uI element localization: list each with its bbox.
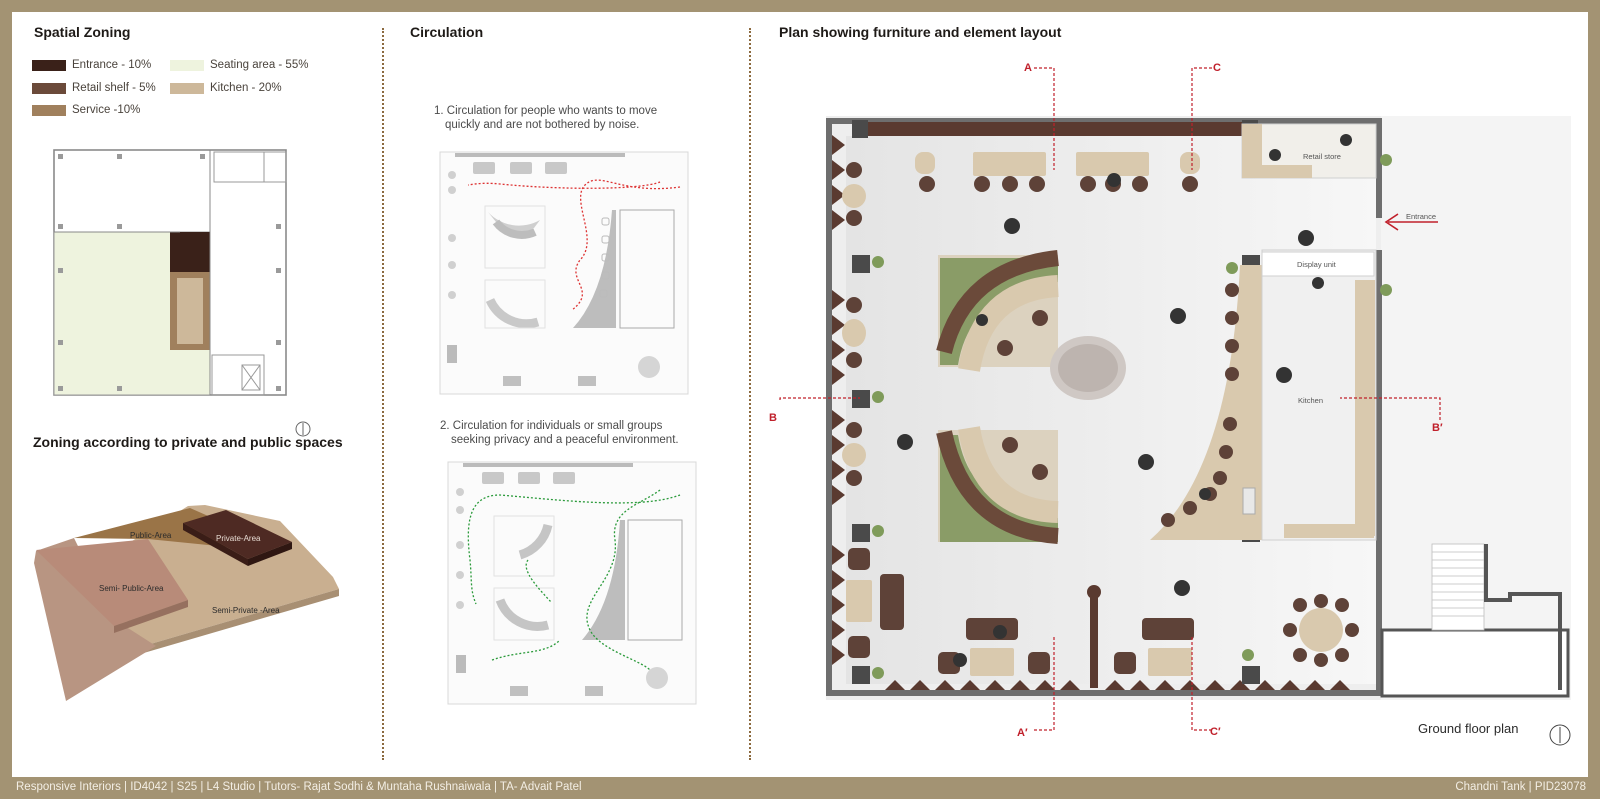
private-area-label: Private-Area [216,534,261,543]
circulation-title: Circulation [410,24,484,40]
section-mark-c-prime: C′ [1210,726,1221,738]
circulation-item-2-line-2: seeking privacy and a peaceful environment. [451,434,679,446]
circulation-item-1-line-1: 1. Circulation for people who wants to move [434,105,658,117]
legend-label: Kitchen - 20% [210,82,282,94]
entrance-label: Entrance [1406,212,1437,221]
privacy-zoning-title: Zoning according to private and public spaces [33,434,343,450]
display-unit-label: Display unit [1297,260,1336,269]
legend-label: Entrance - 10% [72,59,152,71]
kitchen-label: Kitchen [1298,396,1324,405]
section-mark-c: C [1213,62,1221,74]
semi-private-area-label: Semi-Private -Area [212,606,280,615]
public-area-label: Public-Area [130,531,172,540]
footer-bar [0,777,1600,799]
section-mark-b-prime: B′ [1432,422,1443,434]
circulation-item-1-line-2: quickly and are not bothered by noise. [445,119,640,131]
section-mark-a: A [1024,62,1032,74]
retail-store-label: Retail store [1303,152,1341,161]
legend-label: Service -10% [72,104,141,116]
section-mark-a-prime: A′ [1017,727,1028,739]
footer-credits: Responsive Interiors | ID4042 | S25 | L4 Studio | Tutors- Rajat Sodhi & Muntaha Rushnaiwala | TA- Advait Patel [16,781,582,793]
plan-caption: Ground floor plan [1418,721,1519,736]
plan-title: Plan showing furniture and element layout [779,24,1062,40]
semi-public-area-label: Semi- Public-Area [99,584,164,593]
spatial-zoning-title: Spatial Zoning [34,24,131,40]
circulation-item-2-line-1: 2. Circulation for individuals or small groups [440,420,663,432]
footer-author: Chandni Tank | PID23078 [1455,781,1586,793]
section-mark-b: B [769,412,777,424]
legend-label: Retail shelf - 5% [72,82,156,94]
legend-label: Seating area - 55% [210,59,309,71]
